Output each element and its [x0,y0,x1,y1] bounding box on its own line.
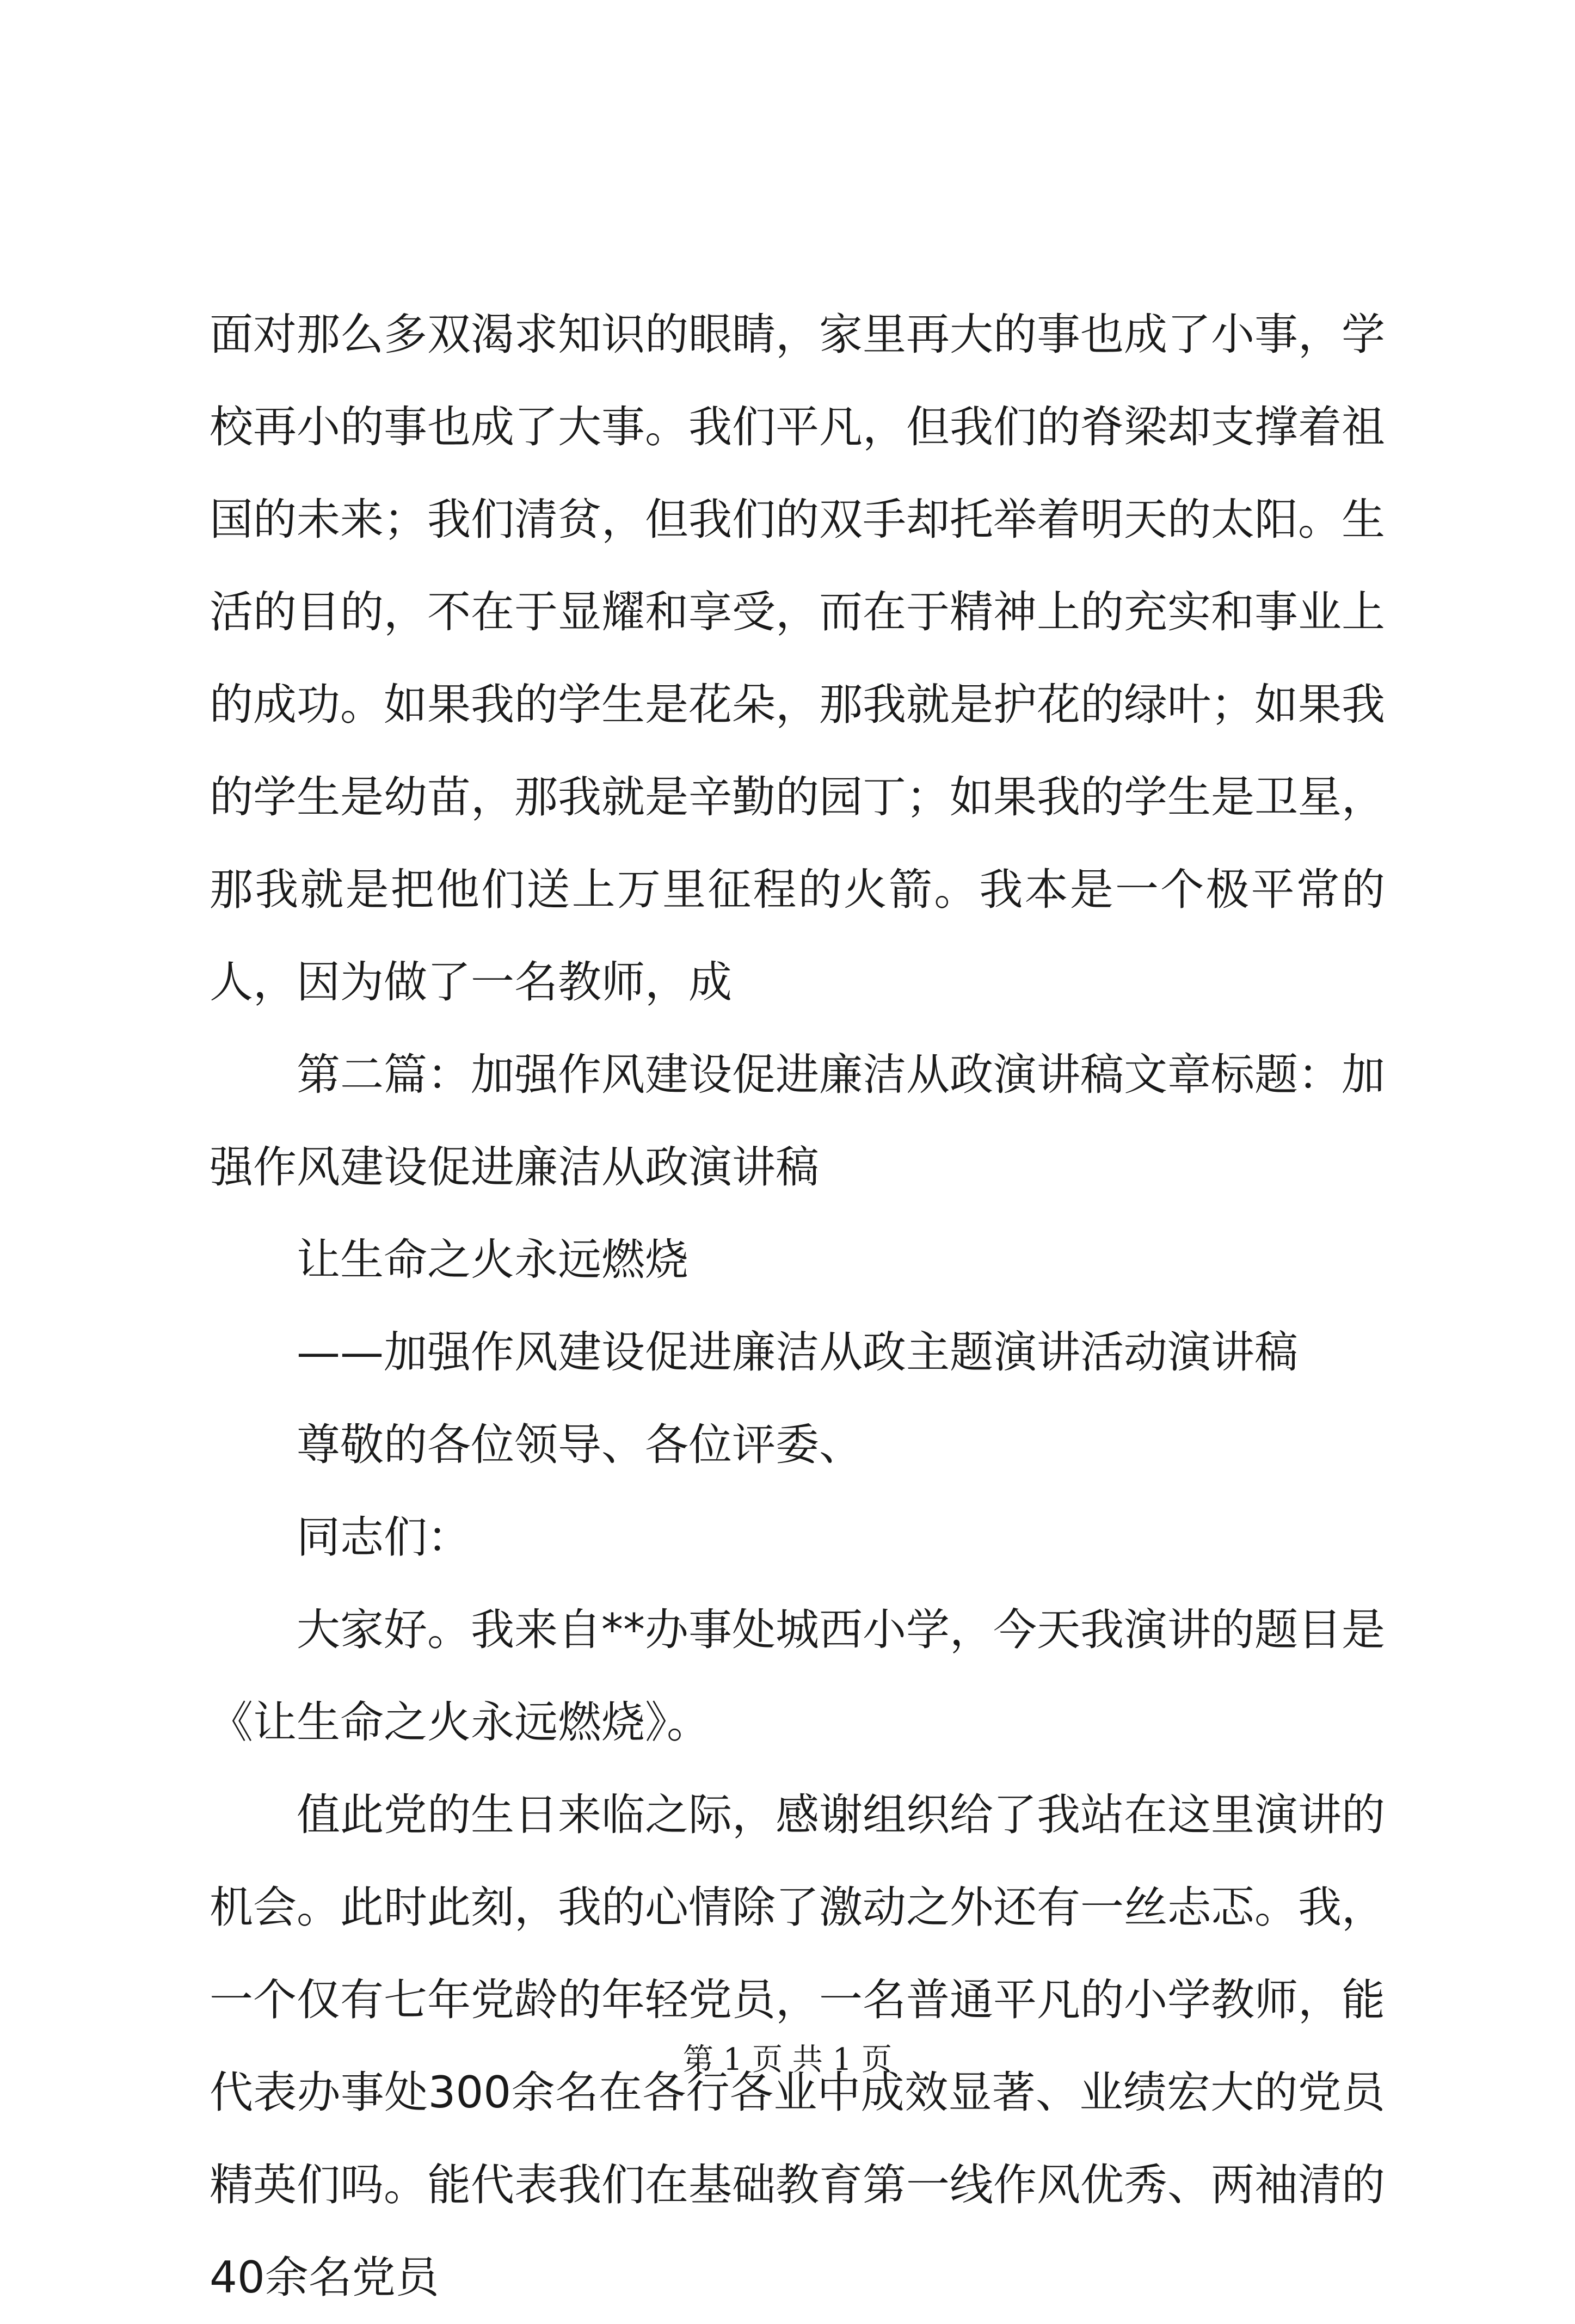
paragraph-body: 值此党的生日来临之际，感谢组织给了我站在这里演讲的机会。此时此刻，我的心情除了激动之外还有一丝忐忑。我，一个仅有七年党龄的年轻党员，一名普通平凡的小学教师，能代表办事处300余名在各行各业中成效显著、业绩宏大的党员精英们吗。能代表我们在基础教育第一线作风优秀、两袖清的40余名党员 [210,1790,1385,2303]
paragraph-greeting: 大家好。我来自**办事处城西小学，今天我演讲的题目是《让生命之火永远燃烧》。 [210,1604,1385,1748]
paragraph-section-heading: 第二篇：加强作风建设促进廉洁从政演讲稿文章标题：加强作风建设促进廉洁从政演讲稿 [210,1049,1385,1192]
paragraph-speech-subtitle: ——加强作风建设促进廉洁从政主题演讲活动演讲稿 [297,1327,1298,1378]
paragraph-salutation: 尊敬的各位领导、各位评委、 [297,1419,863,1470]
paragraph-salutation-comrades: 同志们： [297,1512,471,1563]
document-body [210,288,1385,2324]
page-number-footer: 第 1 页 共 1 页 [682,2042,893,2077]
paragraph-continuation: 面对那么多双渴求知识的眼睛，家里再大的事也成了小事，学校再小的事也成了大事。我们平凡，但我们的脊梁却支撑着祖国的未来；我们清贫，但我们的双手却托举着明天的太阳。生活的目的，不在于显耀和享受，而在于精神上的充实和事业上的成功。如果我的学生是花朵，那我就是护花的绿叶；如果我的学生是幼苗，那我就是辛勤的园丁；如果我的学生是卫星，那我就是把他们送上万里征程的火箭。我本是一个极平常的人，因为做了一名教师，成 [210,309,1385,1007]
paragraph-speech-title: 让生命之火永远燃烧 [297,1234,688,1285]
